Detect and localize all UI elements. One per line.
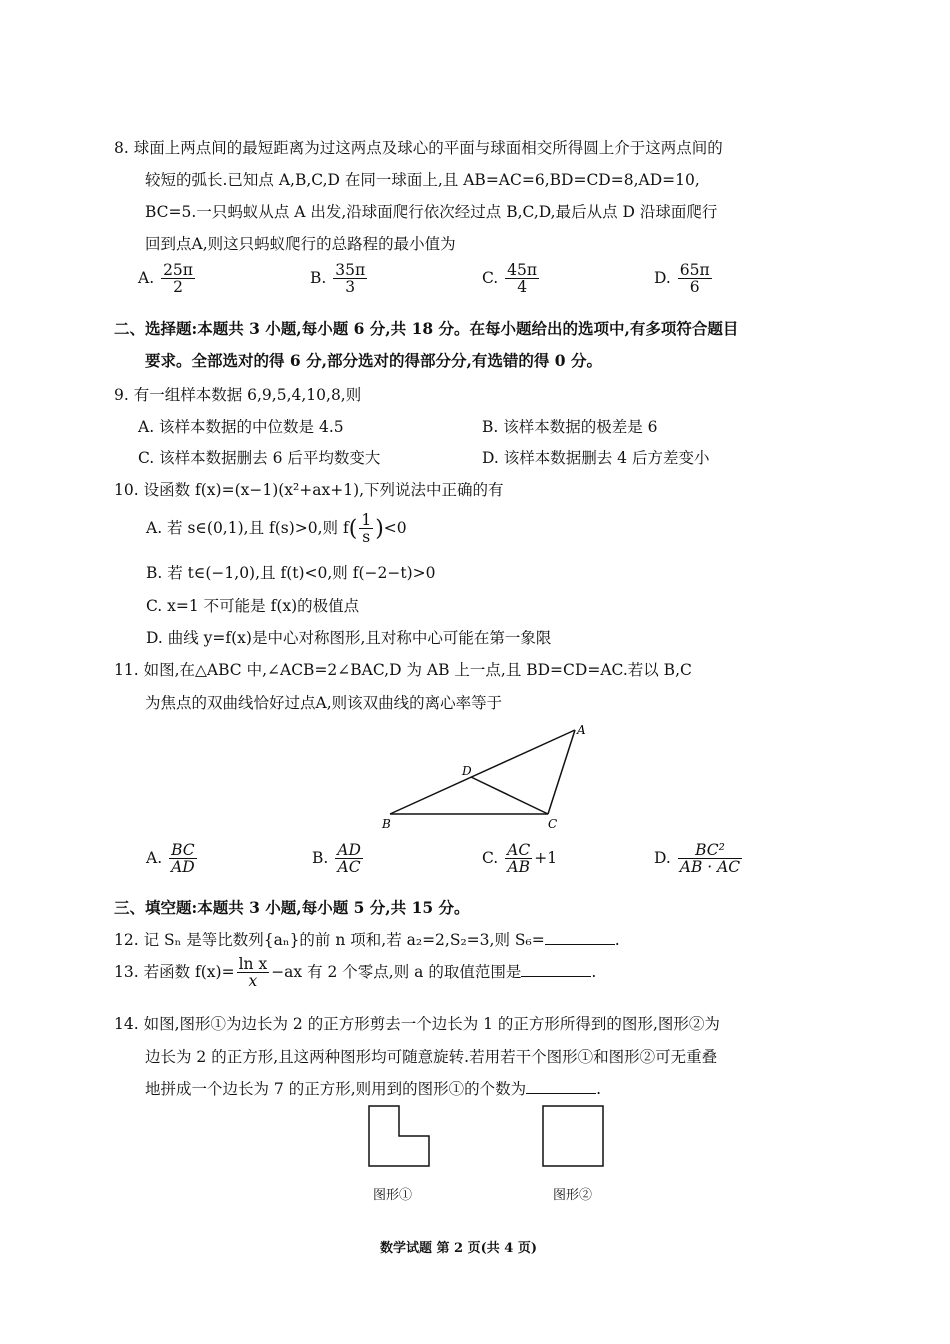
q8-line-1: 8. 球面上两点间的最短距离为过这两点及球心的平面与球面相交所得圆上介于这两点间的 bbox=[114, 139, 723, 157]
q11-option-a: A. $\frac{BC}{AD}$ bbox=[146, 841, 195, 877]
q13-text: 13. 若函数 f(x)= $\frac{\text{ln x}}{x}$ −ax 有 2 个零点,则 a 的取值范围是 . bbox=[114, 955, 597, 991]
vertex-b-label: B bbox=[382, 817, 391, 831]
shape-1-caption: 图形① bbox=[373, 1188, 413, 1203]
q8-option-c: C. $\frac{45\pi}{4}$ bbox=[482, 261, 538, 297]
vertex-c-label: C bbox=[548, 817, 558, 831]
q14-answer-blank bbox=[526, 1079, 596, 1094]
q10-option-d: D. 曲线 y=f(x)是中心对称图形,且对称中心可能在第一象限 bbox=[146, 629, 552, 647]
q14-line-2: 边长为 2 的正方形,且这两种图形均可随意旋转.若用若干个图形①和图形②可无重叠 bbox=[145, 1048, 718, 1066]
q13-answer-blank bbox=[521, 962, 591, 977]
q12-text: 12. 记 Sₙ 是等比数列{aₙ}的前 n 项和,若 a₂=2,S₂=3,则 S₆= . bbox=[114, 931, 620, 949]
section-3-header: 三、填空题:本题共 3 小题,每小题 5 分,共 15 分。 bbox=[114, 898, 470, 917]
shape-2-figure bbox=[541, 1104, 607, 1170]
q11-line-2: 为焦点的双曲线恰好过点A,则该双曲线的离心率等于 bbox=[145, 694, 503, 712]
shape-2-caption: 图形② bbox=[553, 1188, 593, 1203]
q11-option-c: C. $\frac{AC}{AB}$ +1 bbox=[482, 841, 558, 877]
q9-stem: 9. 有一组样本数据 6,9,5,4,10,8,则 bbox=[114, 386, 362, 404]
q9-option-c: C. 该样本数据删去 6 后平均数变大 bbox=[138, 449, 381, 467]
q10-stem: 10. 设函数 f(x)=(x−1)(x²+ax+1),下列说法中正确的有 bbox=[114, 481, 504, 499]
q8-line-4: 回到点A,则这只蚂蚁爬行的总路程的最小值为 bbox=[145, 235, 456, 253]
q11-option-d: D. $\frac{\text{BC²}}{AB \cdot AC}$ bbox=[654, 841, 741, 877]
q9-option-d: D. 该样本数据删去 4 后方差变小 bbox=[482, 449, 710, 467]
vertex-a-label: A bbox=[577, 723, 586, 737]
q10-option-b: B. 若 t∈(−1,0),且 f(t)<0,则 f(−2−t)>0 bbox=[146, 564, 436, 582]
q14-line-3: 地拼成一个边长为 7 的正方形,则用到的图形①的个数为 . bbox=[145, 1080, 602, 1098]
q8-line-3: BC=5.一只蚂蚁从点 A 出发,沿球面爬行依次经过点 B,C,D,最后从点 D 沿球面爬行 bbox=[145, 203, 718, 221]
q8-option-d: D. $\frac{65\pi}{6}$ bbox=[654, 261, 710, 297]
section-2-instructions: 要求。全部选对的得 6 分,部分选对的得部分分,有选错的得 0 分。 bbox=[145, 351, 602, 370]
q8-line-2: 较短的弧长.已知点 A,B,C,D 在同一球面上,且 AB=AC=6,BD=CD=8,AD=10, bbox=[145, 171, 700, 189]
page-footer: 数学试题 第 2 页(共 4 页) bbox=[380, 1241, 538, 1256]
q11-option-b: B. $\frac{AD}{AC}$ bbox=[312, 841, 361, 877]
section-2-header: 二、选择题:本题共 3 小题,每小题 6 分,共 18 分。在每小题给出的选项中,有多项符合题目 bbox=[114, 319, 739, 338]
q12-answer-blank bbox=[545, 930, 615, 945]
shape-1-figure bbox=[367, 1104, 433, 1170]
q10-option-a: A. 若 s∈(0,1),且 f(s)>0,则 f( $\frac{1}{s}$ )<0 bbox=[146, 511, 407, 547]
q8-option-a: A. $\frac{25\pi}{2}$ bbox=[138, 261, 193, 297]
q14-line-1: 14. 如图,图形①为边长为 2 的正方形剪去一个边长为 1 的正方形所得到的图形,图形②为 bbox=[114, 1015, 720, 1033]
q8-option-b: B. $\frac{35\pi}{3}$ bbox=[310, 261, 366, 297]
q11-line-1: 11. 如图,在△ABC 中,∠ACB=2∠BAC,D 为 AB 上一点,且 BD=CD=AC.若以 B,C bbox=[114, 661, 692, 679]
q10-option-c: C. x=1 不可能是 f(x)的极值点 bbox=[146, 597, 360, 615]
q9-option-a: A. 该样本数据的中位数是 4.5 bbox=[138, 418, 344, 436]
triangle-figure bbox=[378, 720, 598, 840]
vertex-d-label: D bbox=[462, 764, 472, 778]
q9-option-b: B. 该样本数据的极差是 6 bbox=[482, 418, 658, 436]
